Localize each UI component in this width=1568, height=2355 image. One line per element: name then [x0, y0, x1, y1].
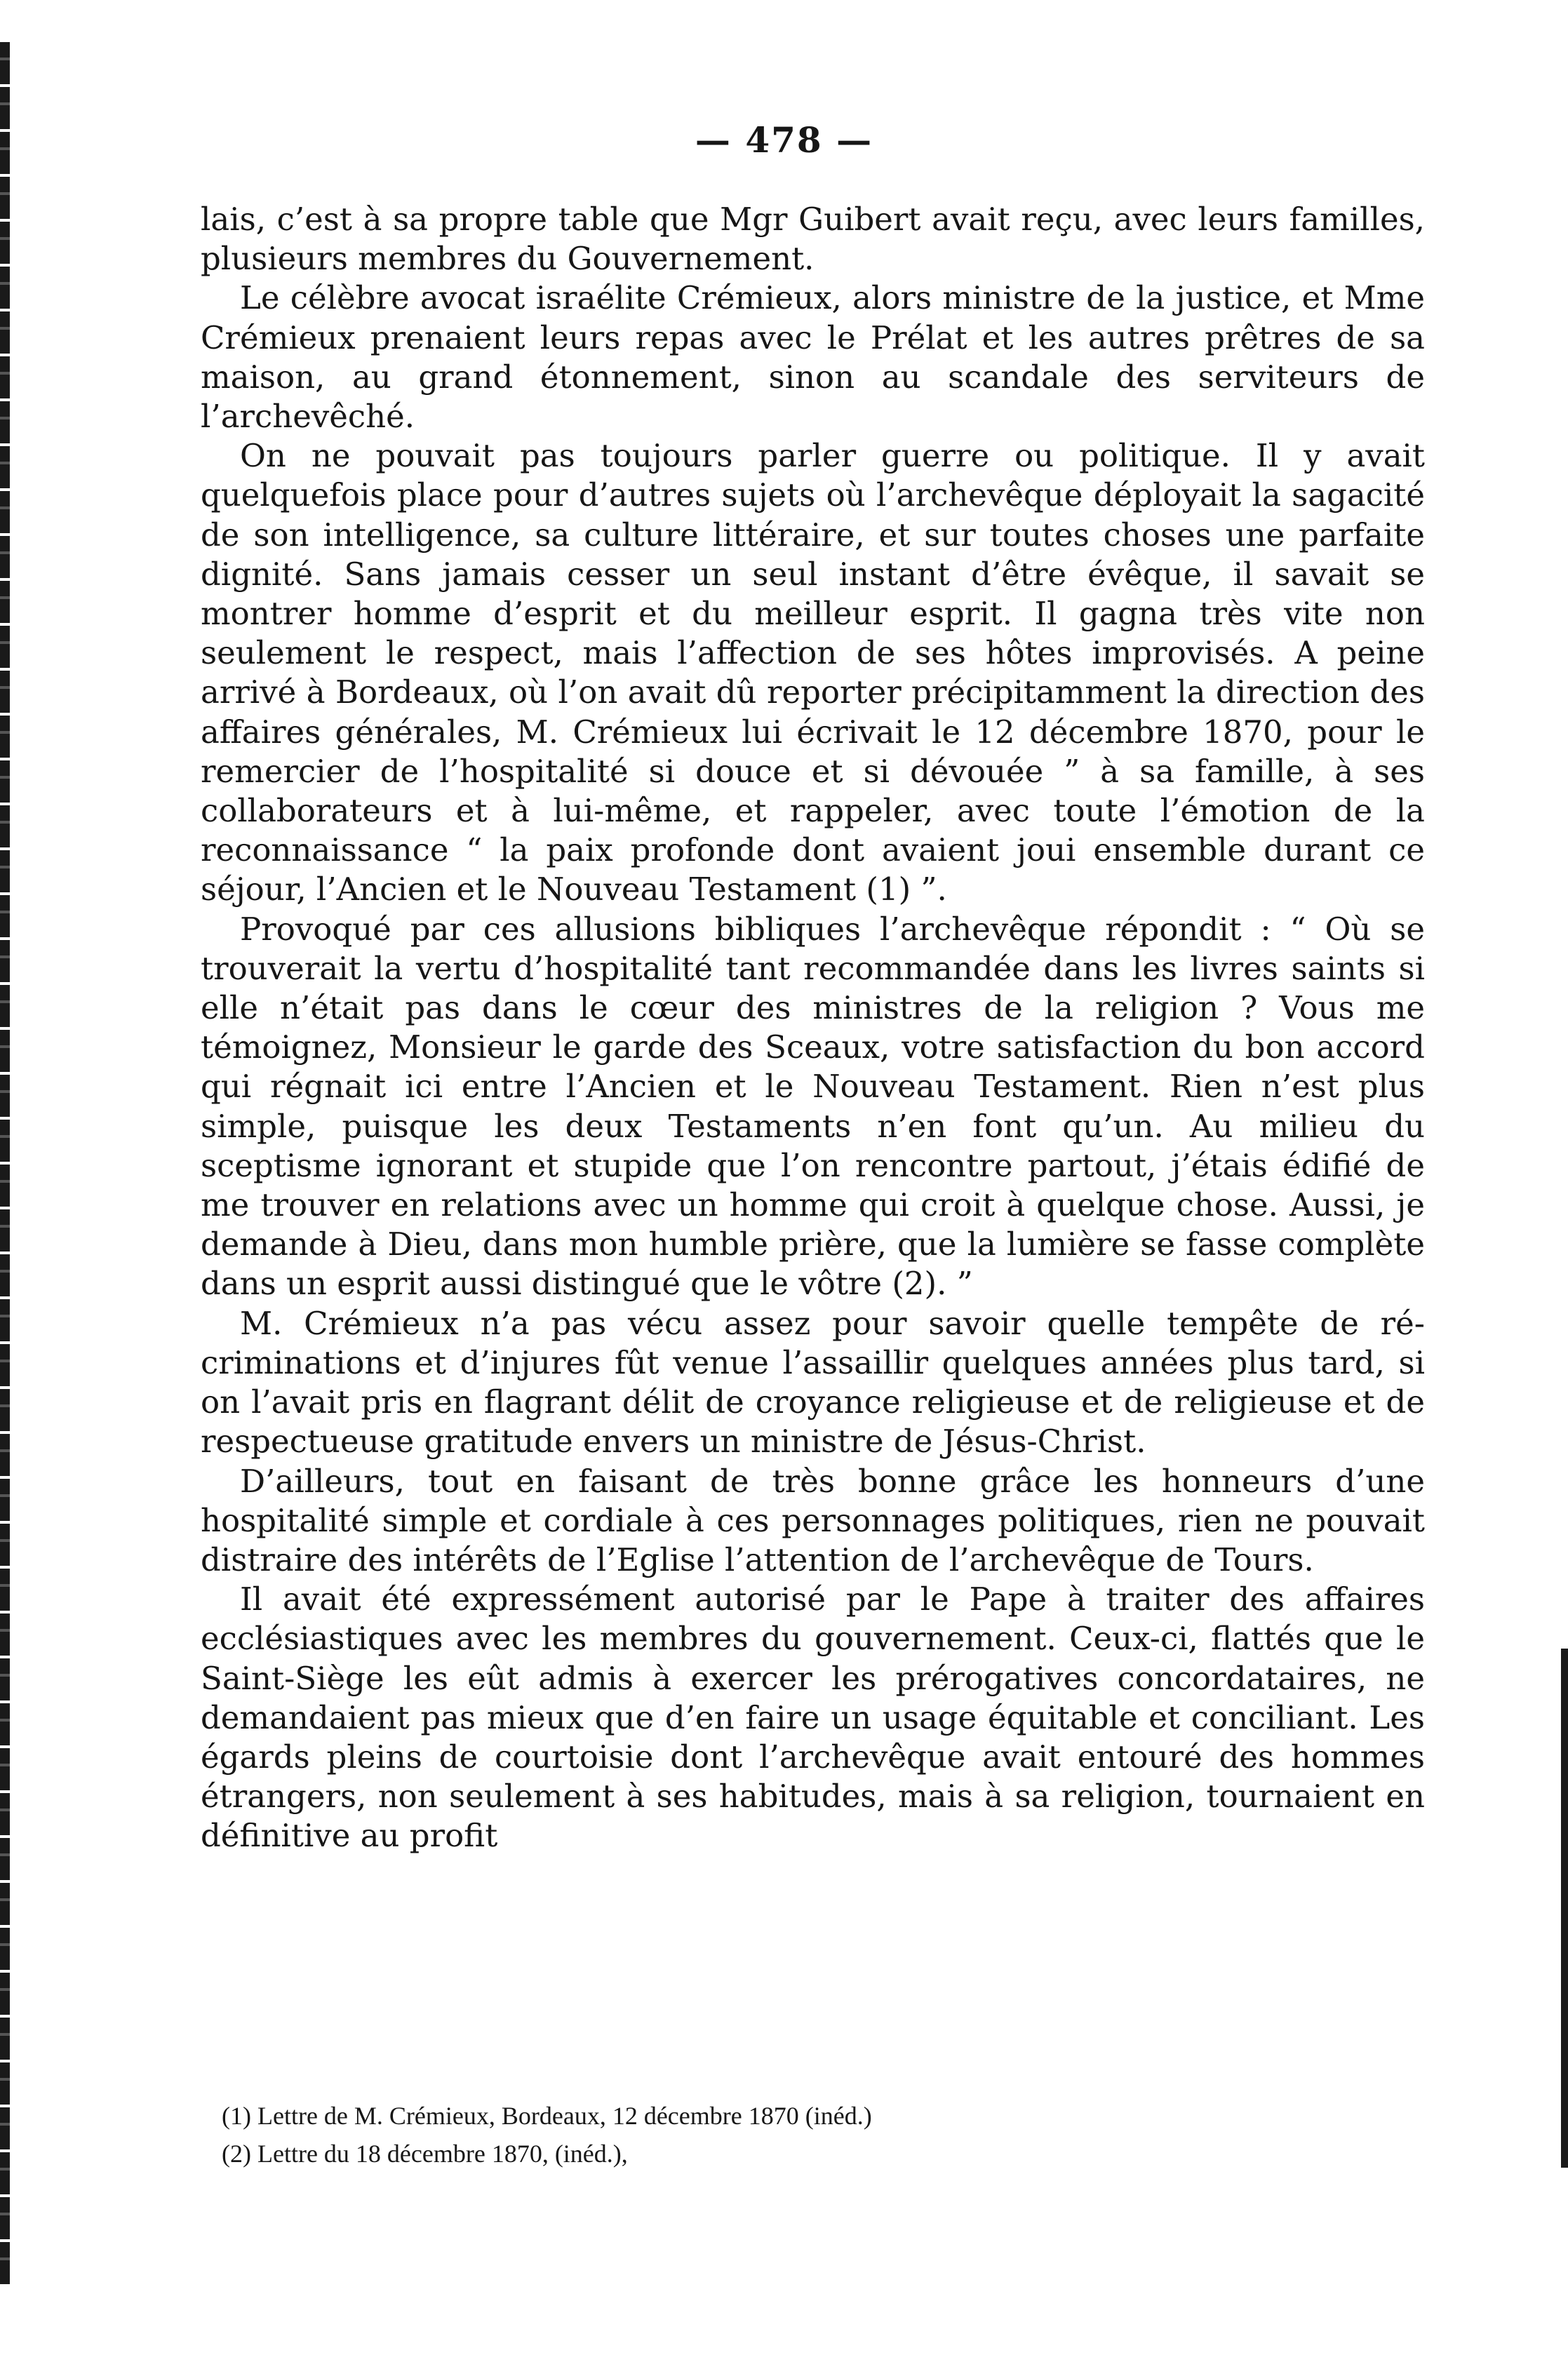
- paragraph-6: D’ailleurs, tout en faisant de très bonne grâce les honneurs d’une hospitalité simple et cordiale à ces personnages politiques, rien ne pouvait distraire des intérêts de l’Eglise l’attention de l’archevêque de Tours.: [201, 1462, 1425, 1578]
- paragraph-4: Provoqué par ces allusions bibliques l’archevêque répondit : “ Où se trouverait la vertu d’hospitalité tant recommandée dans les livres saints si elle n’était pas dans le cœur des ministres de la religion ? Vous me témoignez, Monsieur le garde des Sceaux, votre satisfaction du bon accord qui régnait ici entre l’Ancien et le Nouveau Testament. Rien n’est plus simple, puisque les deux Testaments n’en font qu’un. Au milieu du sceptisme ignorant et stupide que l’on rencontre partout, j’étais édifié de me trouver en relations avec un homme qui croit à quelque chose. Aussi, je demande à Dieu, dans mon humble prière, que la lumière se fasse complète dans un esprit aussi distingué que le vôtre (2). ”: [201, 910, 1425, 1303]
- paragraph-5: M. Crémieux n’a pas vécu assez pour savoir quelle tempête de récriminations et d’injures fût venue l’assaillir quelques années plus tard, si on l’avait pris en flagrant délit de croyance religieuse et de religieuse et de respectueuse gratitude envers un ministre de Jésus-Christ.: [201, 1304, 1425, 1461]
- footnote-2: (2) Lettre du 18 décembre 1870, (inéd.),: [222, 2140, 628, 2168]
- footnote-1: (1) Lettre de M. Crémieux, Bordeaux, 12 décembre 1870 (inéd.): [222, 2102, 872, 2130]
- binding-edge-left: [0, 42, 10, 2287]
- footnotes: [222, 2097, 1414, 2173]
- paragraph-2: Le célèbre avocat israélite Crémieux, alors ministre de la justice, et Mme Crémieux prenaient leurs repas avec le Prélat et les autres prêtres de sa maison, au grand étonnement, sinon au scandale des serviteurs de l’archevêché.: [201, 279, 1425, 436]
- paragraph-3: On ne pouvait pas toujours parler guerre ou politique. Il y avait quelquefois place pour d’autres sujets où l’archevêque déployait la sagacité de son intelligence, sa culture littéraire, et sur toutes choses une parfaite dignité. Sans jamais cesser un seul instant d’être évêque, il savait se montrer homme d’esprit et du meilleur esprit. Il gagna très vite non seulement le respect, mais l’affection de ses hôtes improvisés. A peine arrivé à Bordeaux, où l’on avait dû reporter précipitamment la direction des affaires générales, M. Crémieux lui écrivait le 12 décembre 1870, pour le remercier de l’hospitalité si douce et si dévouée ” à sa famille, à ses collaborateurs et à lui-même, et rappeler, avec toute l’émotion de la reconnaissance “ la paix profonde dont avaient joui ensemble durant ce séjour, l’Ancien et le Nouveau Testament (1) ”.: [201, 437, 1425, 908]
- paragraph-7: Il avait été expressément autorisé par le Pape à traiter des affaires ecclésiastiques avec les membres du gouvernement. Ceux-ci, flattés que le Saint-Siège les eût admis à exercer les prérogatives concordataires, ne demandaient pas mieux que d’en faire un usage équitable et conciliant. Les égards pleins de courtoisie dont l’archevêque avait entouré des hommes étrangers, non seulement à ses habitudes, mais à sa religion, tournaient en définitive au profit: [201, 1581, 1425, 1855]
- page-number: — 478 —: [695, 119, 873, 161]
- body-text: [201, 200, 1425, 1856]
- binding-edge-right: [1561, 1649, 1568, 2168]
- paragraph-1: lais, c’est à sa propre table que Mgr Guibert avait reçu, avec leurs familles, plusieurs membres du Gouvernement.: [201, 201, 1425, 278]
